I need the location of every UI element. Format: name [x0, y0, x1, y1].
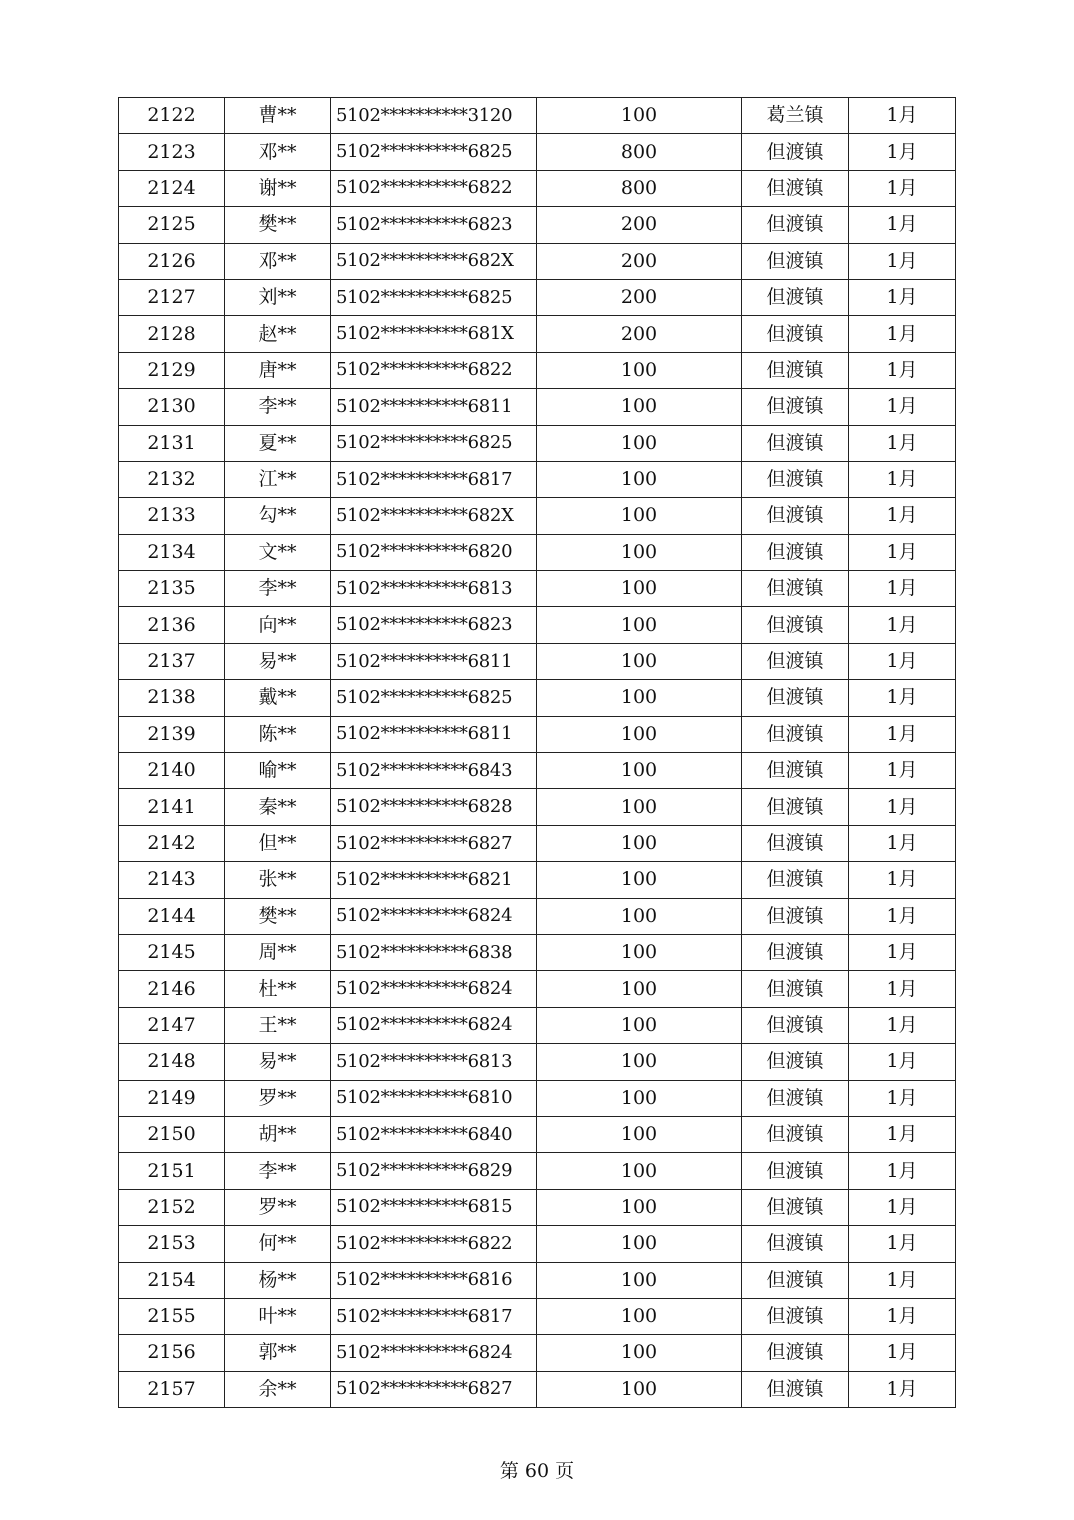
name-cell: 张**: [225, 862, 331, 898]
town-cell: 但渡镇: [742, 1044, 849, 1080]
table-row: [119, 170, 956, 206]
id-number-cell: 5102**********6843: [331, 753, 537, 789]
town-cell: 但渡镇: [742, 789, 849, 825]
serial-number-cell: 2132: [119, 461, 225, 497]
table-row: [119, 1044, 956, 1080]
month-cell: 1月: [849, 643, 956, 679]
table-row: [119, 279, 956, 315]
name-cell: 秦**: [225, 789, 331, 825]
serial-number-cell: 2155: [119, 1298, 225, 1334]
id-number-cell: 5102**********6829: [331, 1153, 537, 1189]
town-cell: 但渡镇: [742, 498, 849, 534]
page-number: 第 60 页: [499, 1460, 575, 1482]
town-cell: 但渡镇: [742, 862, 849, 898]
amount-cell: 100: [537, 825, 742, 861]
name-cell: 赵**: [225, 316, 331, 352]
id-number-cell: 5102**********682X: [331, 498, 537, 534]
town-cell: 但渡镇: [742, 243, 849, 279]
serial-number-cell: 2140: [119, 753, 225, 789]
amount-cell: 100: [537, 607, 742, 643]
table-row: [119, 1262, 956, 1298]
amount-cell: 100: [537, 898, 742, 934]
table-row: [119, 1371, 956, 1407]
id-number-cell: 5102**********6816: [331, 1262, 537, 1298]
month-cell: 1月: [849, 1335, 956, 1371]
amount-cell: 100: [537, 425, 742, 461]
serial-number-cell: 2133: [119, 498, 225, 534]
table-row: [119, 425, 956, 461]
month-cell: 1月: [849, 1153, 956, 1189]
id-number-cell: 5102**********6815: [331, 1189, 537, 1225]
amount-cell: 100: [537, 1226, 742, 1262]
name-cell: 李**: [225, 571, 331, 607]
town-cell: 但渡镇: [742, 1371, 849, 1407]
amount-cell: 100: [537, 571, 742, 607]
table-row: [119, 389, 956, 425]
town-cell: 但渡镇: [742, 1153, 849, 1189]
name-cell: 易**: [225, 643, 331, 679]
id-number-cell: 5102**********6811: [331, 716, 537, 752]
amount-cell: 100: [537, 716, 742, 752]
town-cell: 但渡镇: [742, 534, 849, 570]
table-row: [119, 825, 956, 861]
id-number-cell: 5102**********682X: [331, 243, 537, 279]
amount-cell: 100: [537, 680, 742, 716]
amount-cell: 100: [537, 1335, 742, 1371]
serial-number-cell: 2123: [119, 134, 225, 170]
serial-number-cell: 2151: [119, 1153, 225, 1189]
name-cell: 郭**: [225, 1335, 331, 1371]
amount-cell: 100: [537, 1153, 742, 1189]
id-number-cell: 5102**********6824: [331, 971, 537, 1007]
month-cell: 1月: [849, 1226, 956, 1262]
table-row: [119, 607, 956, 643]
id-number-cell: 5102**********3120: [331, 98, 537, 134]
amount-cell: 800: [537, 134, 742, 170]
amount-cell: 100: [537, 1262, 742, 1298]
town-cell: 但渡镇: [742, 680, 849, 716]
amount-cell: 100: [537, 789, 742, 825]
month-cell: 1月: [849, 1298, 956, 1334]
month-cell: 1月: [849, 825, 956, 861]
name-cell: 罗**: [225, 1080, 331, 1116]
table-row: [119, 498, 956, 534]
town-cell: 但渡镇: [742, 316, 849, 352]
town-cell: 但渡镇: [742, 1189, 849, 1225]
serial-number-cell: 2139: [119, 716, 225, 752]
id-number-cell: 5102**********6840: [331, 1116, 537, 1152]
table-row: [119, 98, 956, 134]
name-cell: 杜**: [225, 971, 331, 1007]
town-cell: 但渡镇: [742, 753, 849, 789]
table-row: [119, 789, 956, 825]
name-cell: 易**: [225, 1044, 331, 1080]
amount-cell: 100: [537, 1371, 742, 1407]
name-cell: 夏**: [225, 425, 331, 461]
serial-number-cell: 2134: [119, 534, 225, 570]
name-cell: 唐**: [225, 352, 331, 388]
town-cell: 但渡镇: [742, 170, 849, 206]
name-cell: 勾**: [225, 498, 331, 534]
town-cell: 但渡镇: [742, 1080, 849, 1116]
serial-number-cell: 2143: [119, 862, 225, 898]
serial-number-cell: 2152: [119, 1189, 225, 1225]
amount-cell: 100: [537, 862, 742, 898]
month-cell: 1月: [849, 170, 956, 206]
name-cell: 胡**: [225, 1116, 331, 1152]
name-cell: 陈**: [225, 716, 331, 752]
town-cell: 但渡镇: [742, 1298, 849, 1334]
table-row: [119, 134, 956, 170]
table-row: [119, 934, 956, 970]
town-cell: 但渡镇: [742, 643, 849, 679]
table-row: [119, 862, 956, 898]
amount-cell: 100: [537, 971, 742, 1007]
month-cell: 1月: [849, 1007, 956, 1043]
id-number-cell: 5102**********6813: [331, 571, 537, 607]
serial-number-cell: 2128: [119, 316, 225, 352]
id-number-cell: 5102**********6811: [331, 643, 537, 679]
serial-number-cell: 2124: [119, 170, 225, 206]
month-cell: 1月: [849, 716, 956, 752]
month-cell: 1月: [849, 1080, 956, 1116]
records-table: [118, 97, 956, 1408]
amount-cell: 200: [537, 207, 742, 243]
serial-number-cell: 2157: [119, 1371, 225, 1407]
amount-cell: 100: [537, 98, 742, 134]
amount-cell: 100: [537, 753, 742, 789]
month-cell: 1月: [849, 898, 956, 934]
serial-number-cell: 2131: [119, 425, 225, 461]
serial-number-cell: 2126: [119, 243, 225, 279]
table-row: [119, 1116, 956, 1152]
id-number-cell: 5102**********6824: [331, 1007, 537, 1043]
id-number-cell: 5102**********6817: [331, 1298, 537, 1334]
month-cell: 1月: [849, 1189, 956, 1225]
id-number-cell: 5102**********6813: [331, 1044, 537, 1080]
amount-cell: 200: [537, 243, 742, 279]
month-cell: 1月: [849, 389, 956, 425]
name-cell: 刘**: [225, 279, 331, 315]
serial-number-cell: 2149: [119, 1080, 225, 1116]
month-cell: 1月: [849, 753, 956, 789]
id-number-cell: 5102**********6817: [331, 461, 537, 497]
serial-number-cell: 2125: [119, 207, 225, 243]
id-number-cell: 5102**********6810: [331, 1080, 537, 1116]
amount-cell: 100: [537, 1044, 742, 1080]
table-row: [119, 898, 956, 934]
id-number-cell: 5102**********6824: [331, 898, 537, 934]
amount-cell: 100: [537, 1007, 742, 1043]
month-cell: 1月: [849, 934, 956, 970]
amount-cell: 200: [537, 316, 742, 352]
id-number-cell: 5102**********6825: [331, 425, 537, 461]
amount-cell: 100: [537, 498, 742, 534]
town-cell: 葛兰镇: [742, 98, 849, 134]
serial-number-cell: 2135: [119, 571, 225, 607]
amount-cell: 100: [537, 1298, 742, 1334]
name-cell: 叶**: [225, 1298, 331, 1334]
records-table-body: [119, 98, 956, 1408]
table-row: [119, 1335, 956, 1371]
id-number-cell: 5102**********6828: [331, 789, 537, 825]
month-cell: 1月: [849, 498, 956, 534]
id-number-cell: 5102**********6825: [331, 680, 537, 716]
town-cell: 但渡镇: [742, 898, 849, 934]
serial-number-cell: 2141: [119, 789, 225, 825]
amount-cell: 100: [537, 1189, 742, 1225]
month-cell: 1月: [849, 134, 956, 170]
month-cell: 1月: [849, 534, 956, 570]
amount-cell: 100: [537, 1080, 742, 1116]
table-row: [119, 352, 956, 388]
amount-cell: 100: [537, 461, 742, 497]
month-cell: 1月: [849, 243, 956, 279]
name-cell: 邓**: [225, 134, 331, 170]
name-cell: 何**: [225, 1226, 331, 1262]
id-number-cell: 5102**********6838: [331, 934, 537, 970]
town-cell: 但渡镇: [742, 134, 849, 170]
name-cell: 向**: [225, 607, 331, 643]
table-row: [119, 534, 956, 570]
table-row: [119, 680, 956, 716]
name-cell: 罗**: [225, 1189, 331, 1225]
table-row: [119, 1298, 956, 1334]
month-cell: 1月: [849, 607, 956, 643]
id-number-cell: 5102**********6824: [331, 1335, 537, 1371]
town-cell: 但渡镇: [742, 352, 849, 388]
table-row: [119, 1080, 956, 1116]
id-number-cell: 5102**********6821: [331, 862, 537, 898]
name-cell: 余**: [225, 1371, 331, 1407]
serial-number-cell: 2148: [119, 1044, 225, 1080]
name-cell: 文**: [225, 534, 331, 570]
month-cell: 1月: [849, 862, 956, 898]
month-cell: 1月: [849, 1116, 956, 1152]
month-cell: 1月: [849, 789, 956, 825]
id-number-cell: 5102**********681X: [331, 316, 537, 352]
id-number-cell: 5102**********6822: [331, 352, 537, 388]
town-cell: 但渡镇: [742, 425, 849, 461]
amount-cell: 100: [537, 389, 742, 425]
id-number-cell: 5102**********6822: [331, 1226, 537, 1262]
table-row: [119, 1226, 956, 1262]
amount-cell: 100: [537, 1116, 742, 1152]
town-cell: 但渡镇: [742, 279, 849, 315]
name-cell: 李**: [225, 389, 331, 425]
town-cell: 但渡镇: [742, 389, 849, 425]
id-number-cell: 5102**********6825: [331, 279, 537, 315]
table-row: [119, 1153, 956, 1189]
serial-number-cell: 2156: [119, 1335, 225, 1371]
serial-number-cell: 2147: [119, 1007, 225, 1043]
id-number-cell: 5102**********6827: [331, 825, 537, 861]
name-cell: 江**: [225, 461, 331, 497]
serial-number-cell: 2137: [119, 643, 225, 679]
serial-number-cell: 2122: [119, 98, 225, 134]
month-cell: 1月: [849, 425, 956, 461]
town-cell: 但渡镇: [742, 934, 849, 970]
month-cell: 1月: [849, 1371, 956, 1407]
town-cell: 但渡镇: [742, 607, 849, 643]
amount-cell: 800: [537, 170, 742, 206]
amount-cell: 100: [537, 934, 742, 970]
town-cell: 但渡镇: [742, 1335, 849, 1371]
name-cell: 杨**: [225, 1262, 331, 1298]
month-cell: 1月: [849, 1262, 956, 1298]
town-cell: 但渡镇: [742, 1226, 849, 1262]
name-cell: 樊**: [225, 207, 331, 243]
serial-number-cell: 2150: [119, 1116, 225, 1152]
table-row: [119, 243, 956, 279]
month-cell: 1月: [849, 971, 956, 1007]
amount-cell: 200: [537, 279, 742, 315]
serial-number-cell: 2127: [119, 279, 225, 315]
month-cell: 1月: [849, 571, 956, 607]
town-cell: 但渡镇: [742, 207, 849, 243]
id-number-cell: 5102**********6811: [331, 389, 537, 425]
month-cell: 1月: [849, 207, 956, 243]
name-cell: 邓**: [225, 243, 331, 279]
town-cell: 但渡镇: [742, 971, 849, 1007]
serial-number-cell: 2129: [119, 352, 225, 388]
month-cell: 1月: [849, 680, 956, 716]
month-cell: 1月: [849, 352, 956, 388]
table-row: [119, 1189, 956, 1225]
name-cell: 谢**: [225, 170, 331, 206]
month-cell: 1月: [849, 316, 956, 352]
name-cell: 周**: [225, 934, 331, 970]
table-row: [119, 643, 956, 679]
town-cell: 但渡镇: [742, 571, 849, 607]
name-cell: 李**: [225, 1153, 331, 1189]
table-row: [119, 1007, 956, 1043]
table-row: [119, 716, 956, 752]
id-number-cell: 5102**********6825: [331, 134, 537, 170]
amount-cell: 100: [537, 534, 742, 570]
amount-cell: 100: [537, 352, 742, 388]
id-number-cell: 5102**********6820: [331, 534, 537, 570]
town-cell: 但渡镇: [742, 716, 849, 752]
name-cell: 戴**: [225, 680, 331, 716]
table-row: [119, 753, 956, 789]
id-number-cell: 5102**********6822: [331, 170, 537, 206]
serial-number-cell: 2136: [119, 607, 225, 643]
serial-number-cell: 2153: [119, 1226, 225, 1262]
table-row: [119, 571, 956, 607]
month-cell: 1月: [849, 461, 956, 497]
amount-cell: 100: [537, 643, 742, 679]
month-cell: 1月: [849, 1044, 956, 1080]
serial-number-cell: 2144: [119, 898, 225, 934]
name-cell: 曹**: [225, 98, 331, 134]
table-row: [119, 461, 956, 497]
serial-number-cell: 2138: [119, 680, 225, 716]
town-cell: 但渡镇: [742, 1007, 849, 1043]
table-row: [119, 316, 956, 352]
name-cell: 樊**: [225, 898, 331, 934]
serial-number-cell: 2145: [119, 934, 225, 970]
table-row: [119, 971, 956, 1007]
id-number-cell: 5102**********6823: [331, 607, 537, 643]
month-cell: 1月: [849, 98, 956, 134]
serial-number-cell: 2130: [119, 389, 225, 425]
town-cell: 但渡镇: [742, 825, 849, 861]
serial-number-cell: 2154: [119, 1262, 225, 1298]
town-cell: 但渡镇: [742, 461, 849, 497]
serial-number-cell: 2142: [119, 825, 225, 861]
id-number-cell: 5102**********6823: [331, 207, 537, 243]
town-cell: 但渡镇: [742, 1116, 849, 1152]
serial-number-cell: 2146: [119, 971, 225, 1007]
name-cell: 喻**: [225, 753, 331, 789]
month-cell: 1月: [849, 279, 956, 315]
town-cell: 但渡镇: [742, 1262, 849, 1298]
table-row: [119, 207, 956, 243]
name-cell: 王**: [225, 1007, 331, 1043]
name-cell: 但**: [225, 825, 331, 861]
id-number-cell: 5102**********6827: [331, 1371, 537, 1407]
